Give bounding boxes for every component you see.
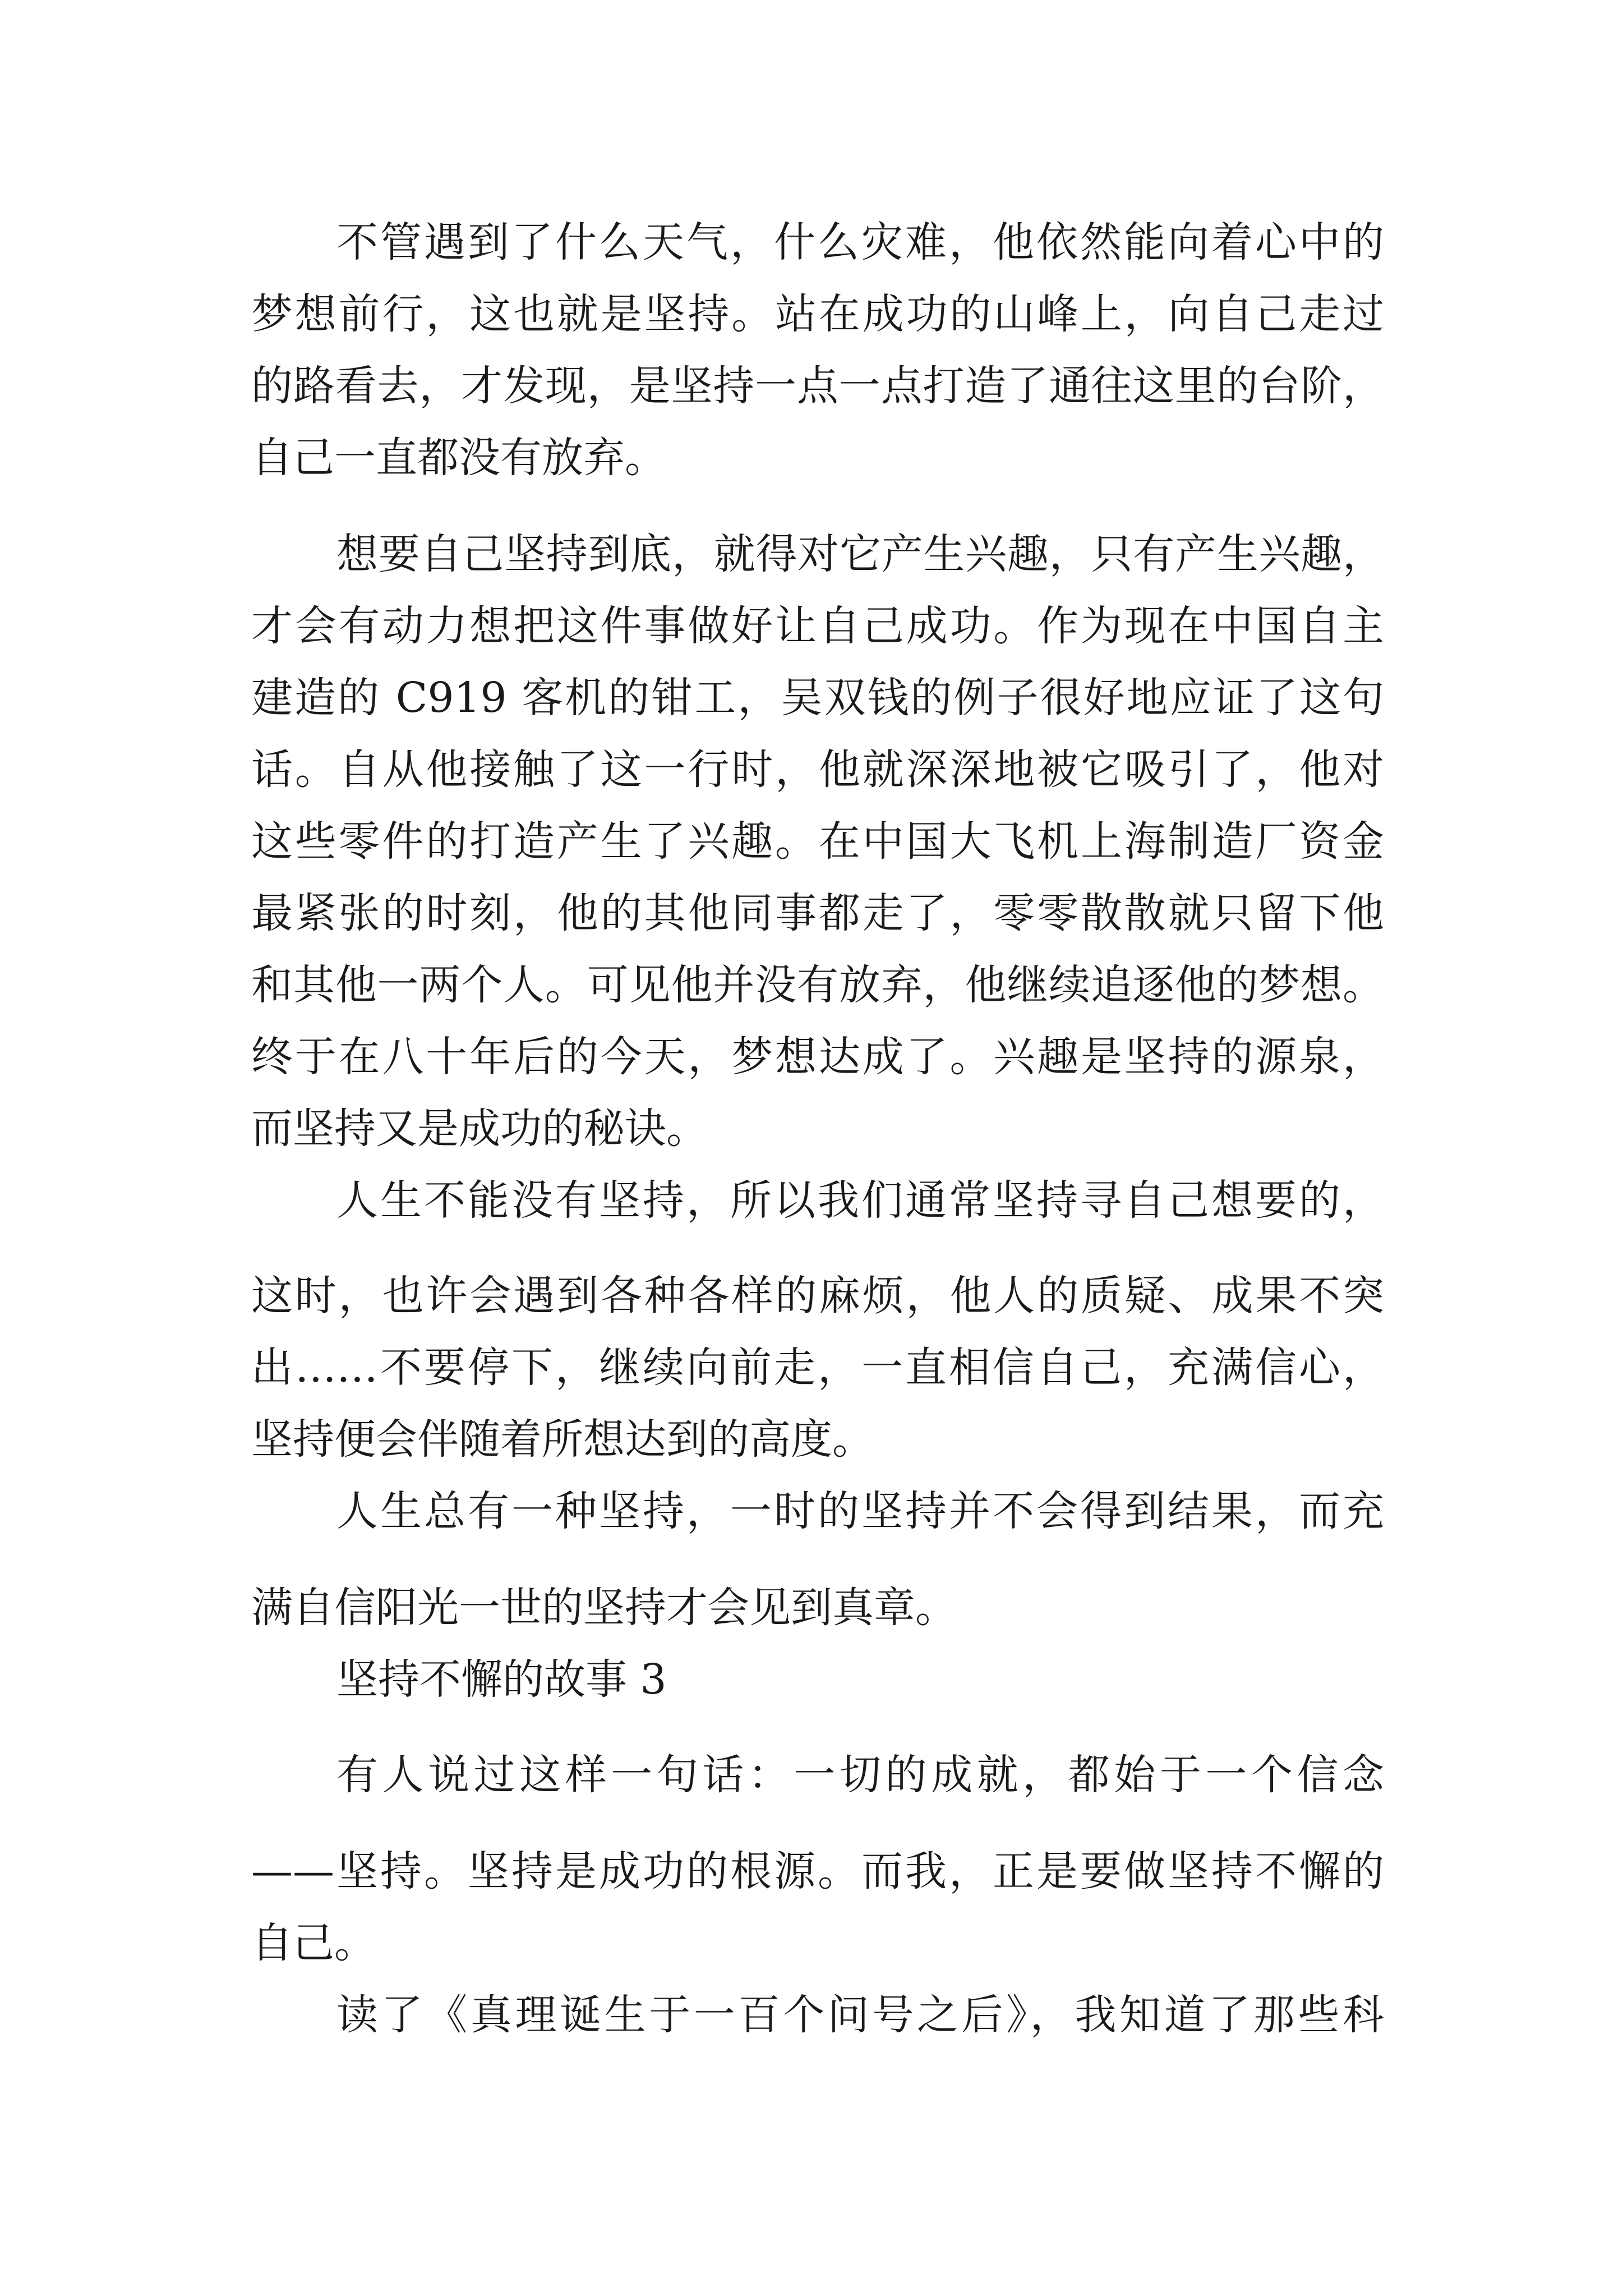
paragraph-line: 满自信阳光一世的坚持才会见到真章。 — [251, 1584, 957, 1632]
paragraph-line: 有人说过这样一句话：一切的成就，都始于一个信念 — [336, 1751, 1384, 1799]
paragraph-line: 最紧张的时刻，他的其他同事都走了，零零散散就只留下他 — [251, 889, 1384, 937]
paragraph-line: 人生总有一种坚持，一时的坚持并不会得到结果，而充 — [336, 1487, 1384, 1535]
paragraph-line: 读了《真理诞生于一百个问号之后》，我知道了那些科 — [336, 1991, 1384, 2039]
paragraph-line: 话。自从他接触了这一行时，他就深深地被它吸引了，他对 — [251, 746, 1384, 794]
paragraph-line: 而坚持又是成功的秘诀。 — [251, 1105, 708, 1153]
paragraph-line: 坚持便会伴随着所想达到的高度。 — [251, 1415, 874, 1464]
paragraph-line: 这些零件的打造产生了兴趣。在中国大飞机上海制造厂资金 — [251, 817, 1384, 866]
paragraph-line: 人生不能没有坚持，所以我们通常坚持寻自己想要的， — [336, 1176, 1384, 1225]
paragraph-line: 梦想前行，这也就是坚持。站在成功的山峰上，向自己走过 — [251, 290, 1384, 338]
paragraph-line: 建造的 C919 客机的钳工，吴双钱的例子很好地应证了这句 — [251, 674, 1384, 722]
paragraph-line: 出……不要停下，继续向前走，一直相信自己，充满信心， — [251, 1343, 1384, 1392]
paragraph-line: 自己。 — [251, 1919, 376, 1967]
paragraph-line: 这时，也许会遇到各种各样的麻烦，他人的质疑、成果不突 — [251, 1272, 1384, 1320]
paragraph-line: 和其他一两个人。可见他并没有放弃，他继续追逐他的梦想。 — [251, 961, 1384, 1009]
section-heading: 坚持不懈的故事 3 — [336, 1655, 667, 1704]
paragraph-line: 才会有动力想把这件事做好让自己成功。作为现在中国自主 — [251, 602, 1384, 650]
paragraph-line: 自己一直都没有放弃。 — [251, 434, 666, 482]
paragraph-line: ——坚持。坚持是成功的根源。而我，正是要做坚持不懈的 — [251, 1847, 1384, 1895]
paragraph-line: 不管遇到了什么天气，什么灾难，他依然能向着心中的 — [336, 218, 1384, 266]
paragraph-line: 终于在八十年后的今天，梦想达成了。兴趣是坚持的源泉， — [251, 1033, 1384, 1081]
paragraph-line: 想要自己坚持到底，就得对它产生兴趣，只有产生兴趣， — [336, 530, 1384, 578]
paragraph-line: 的路看去，才发现，是坚持一点一点打造了通往这里的台阶， — [251, 362, 1384, 410]
